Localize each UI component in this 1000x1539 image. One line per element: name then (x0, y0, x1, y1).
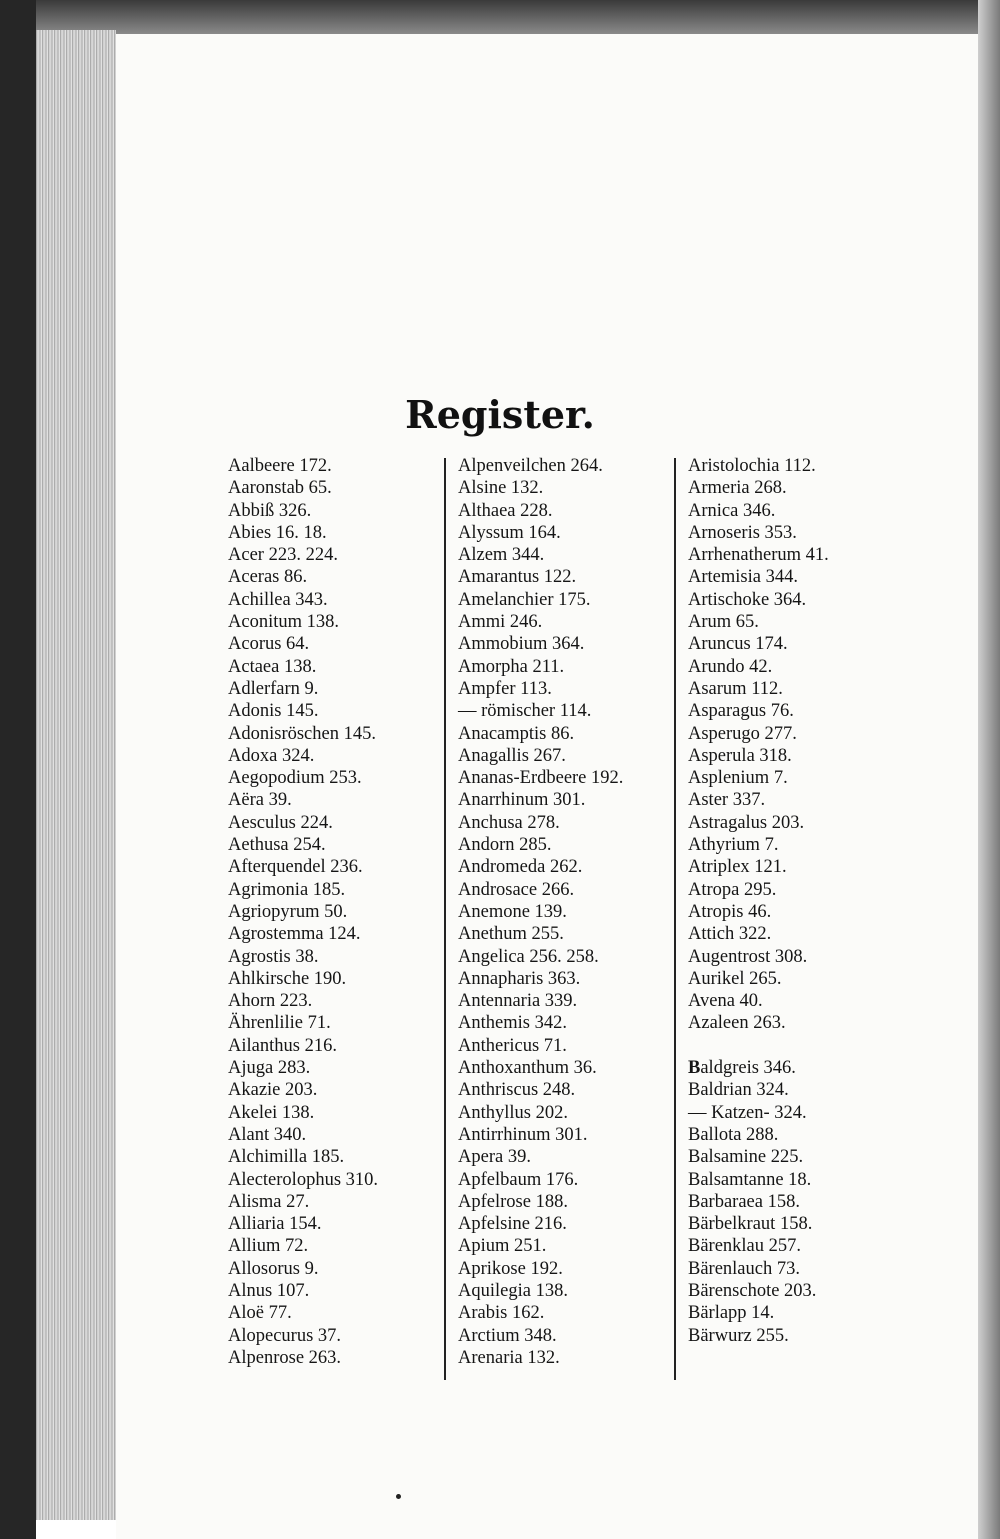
register-entry: Anarrhinum 301. (458, 790, 586, 811)
register-entry: Aloë 77. (228, 1303, 292, 1324)
register-entry: Aconitum 138. (228, 612, 339, 633)
register-entry: Arenaria 132. (458, 1347, 560, 1368)
register-entry: Alnus 107. (228, 1280, 310, 1301)
register-entry: Attich 322. (688, 924, 772, 945)
register-entry: Bärenschote 203. (688, 1280, 817, 1301)
register-entry: Alsine 132. (458, 478, 544, 499)
register-entry: Ajuga 283. (228, 1058, 311, 1079)
register-entry: Aquilegia 138. (458, 1280, 568, 1301)
register-entry: Ballota 288. (688, 1124, 779, 1145)
register-entry: Aceras 86. (228, 567, 308, 588)
register-entry: Ananas-Erdbeere 192. (458, 768, 624, 789)
register-entry: Anthoxanthum 36. (458, 1058, 597, 1079)
register-entry: Akelei 138. (228, 1102, 315, 1123)
register-entry: Alant 340. (228, 1124, 307, 1145)
register-entry: Anacamptis 86. (458, 723, 575, 744)
register-entry: Acorus 64. (228, 634, 310, 655)
register-entry: Alzem 344. (458, 545, 545, 566)
register-entry: Apera 39. (458, 1147, 531, 1168)
register-entry: Apfelrose 188. (458, 1191, 568, 1212)
register-entry: Atriplex 121. (688, 857, 787, 878)
register-entry: Allosorus 9. (228, 1258, 319, 1279)
register-entry: Arrhenatherum 41. (688, 545, 829, 566)
register-entry: Agrimonia 185. (228, 879, 346, 900)
register-entry: Aristolochia 112. (688, 456, 816, 476)
register-entry: Alpenveilchen 264. (458, 456, 603, 476)
register-entry: Ammi 246. (458, 612, 543, 633)
register-entry: Arabis 162. (458, 1303, 545, 1324)
register-entry: Alyssum 164. (458, 522, 561, 543)
register-entry: Alliaria 154. (228, 1214, 322, 1235)
register-entry: Ampfer 113. (458, 678, 552, 699)
register-entry: Agrostemma 124. (228, 924, 361, 945)
register-entry: Alisma 27. (228, 1191, 310, 1212)
register-entry: Akazie 203. (228, 1080, 318, 1101)
register-entry: Athyrium 7. (688, 835, 779, 856)
register-entry: Aëra 39. (228, 790, 292, 811)
register-entry: Alchimilla 185. (228, 1147, 345, 1168)
register-entry: Apium 251. (458, 1236, 547, 1257)
register-entry: Arnoseris 353. (688, 522, 797, 543)
register-entry: Augentrost 308. (688, 946, 808, 967)
register-entry: Asperugo 277. (688, 723, 797, 744)
register-entry: Asparagus 76. (688, 701, 794, 722)
register-entry: Allium 72. (228, 1236, 309, 1257)
register-entry: Aurikel 265. (688, 968, 782, 989)
register-entry: Bärenlauch 73. (688, 1258, 800, 1279)
page-title: Register. (405, 392, 595, 437)
page-right-edge (978, 0, 1000, 1539)
register-entry: Abbiß 326. (228, 500, 312, 521)
register-entry: Artemisia 344. (688, 567, 798, 588)
register-entry: Angelica 256. 258. (458, 946, 599, 967)
register-entry: Baldgreis 346. (688, 1058, 796, 1079)
register-entry: Adoxa 324. (228, 745, 315, 766)
register-column-3 (688, 455, 908, 1347)
register-entry: Actaea 138. (228, 656, 317, 677)
register-entry: Afterquendel 236. (228, 857, 363, 878)
register-entry: Arundo 42. (688, 656, 773, 677)
register-entry: Atropa 295. (688, 879, 777, 900)
register-entry: Alpenrose 263. (228, 1347, 342, 1368)
register-entry: — Katzen- 324. (688, 1102, 807, 1123)
page-mark (396, 1494, 401, 1499)
register-entry: — römischer 114. (458, 701, 592, 722)
register-entry: Anthemis 342. (458, 1013, 567, 1034)
register-entry: Aprikose 192. (458, 1258, 563, 1279)
register-entry: Alopecurus 37. (228, 1325, 342, 1346)
register-entry: Ährenlilie 71. (228, 1013, 331, 1034)
register-entry: Antirrhinum 301. (458, 1124, 588, 1145)
column-divider-1 (444, 458, 446, 1380)
book-spine (0, 0, 36, 1539)
register-entry: Aaronstab 65. (228, 478, 332, 499)
register-entry: Atropis 46. (688, 901, 772, 922)
register-entry: Artischoke 364. (688, 589, 807, 610)
register-entry: Acer 223. 224. (228, 545, 338, 566)
register-entry: Baldrian 324. (688, 1080, 789, 1101)
register-entry: Achillea 343. (228, 589, 328, 610)
register-entry: Aethusa 254. (228, 835, 326, 856)
register-entry: Adonisröschen 145. (228, 723, 376, 744)
register-entry: Anthericus 71. (458, 1035, 567, 1056)
register-entry: Adlerfarn 9. (228, 678, 319, 699)
register-entry: Antennaria 339. (458, 991, 578, 1012)
register-entry: Arum 65. (688, 612, 759, 633)
register-entry: Anchusa 278. (458, 812, 560, 833)
register-entry: Anethum 255. (458, 924, 564, 945)
register-entry: Abies 16. 18. (228, 522, 327, 543)
register-entry: Ahorn 223. (228, 991, 313, 1012)
register-entry: Arctium 348. (458, 1325, 557, 1346)
register-entry: Anthriscus 248. (458, 1080, 576, 1101)
register-entry: Bärwurz 255. (688, 1325, 789, 1346)
register-entry: Bärlapp 14. (688, 1303, 775, 1324)
register-entry: Anthyllus 202. (458, 1102, 568, 1123)
register-entry: Barbaraea 158. (688, 1191, 800, 1212)
register-entry: Asperula 318. (688, 745, 792, 766)
section-gap (688, 1035, 908, 1057)
register-entry: Alecterolophus 310. (228, 1169, 379, 1190)
register-entry: Apfelbaum 176. (458, 1169, 579, 1190)
register-entry: Arnica 346. (688, 500, 776, 521)
register-entry: Ammobium 364. (458, 634, 585, 655)
register-entry: Balsamine 225. (688, 1147, 804, 1168)
register-entry: Amorpha 211. (458, 656, 565, 677)
register-entry: Apfelsine 216. (458, 1214, 567, 1235)
register-entry: Ahlkirsche 190. (228, 968, 347, 989)
register-column-2 (458, 455, 680, 1369)
page-edges (36, 30, 116, 1520)
register-entry: Agriopyrum 50. (228, 901, 348, 922)
page-top-shadow (36, 0, 1000, 34)
register-entry: Avena 40. (688, 991, 763, 1012)
register-entry: Ailanthus 216. (228, 1035, 337, 1056)
register-entry: Bärenklau 257. (688, 1236, 802, 1257)
register-entry: Astragalus 203. (688, 812, 805, 833)
register-entry: Aalbeere 172. (228, 456, 332, 476)
column-divider-2 (674, 458, 676, 1380)
section-initial: B (688, 1058, 701, 1079)
register-entry: Amarantus 122. (458, 567, 577, 588)
register-entry: Aesculus 224. (228, 812, 333, 833)
register-entry: Azaleen 263. (688, 1013, 786, 1034)
register-entry: Androsace 266. (458, 879, 575, 900)
register-entry: Annapharis 363. (458, 968, 581, 989)
register-entry: Aruncus 174. (688, 634, 788, 655)
register-entry: Asplenium 7. (688, 768, 788, 789)
register-entry: Aster 337. (688, 790, 766, 811)
register-entry: Adonis 145. (228, 701, 319, 722)
register-entry: Armeria 268. (688, 478, 787, 499)
register-entry: Bärbelkraut 158. (688, 1214, 813, 1235)
register-entry: Balsamtanne 18. (688, 1169, 812, 1190)
register-entry: Asarum 112. (688, 678, 783, 699)
register-column-1 (228, 455, 440, 1369)
register-entry: Althaea 228. (458, 500, 553, 521)
register-entry: Aegopodium 253. (228, 768, 362, 789)
register-entry: Andorn 285. (458, 835, 552, 856)
register-entry: Anemone 139. (458, 901, 567, 922)
register-entry: Anagallis 267. (458, 745, 566, 766)
register-entry: Andromeda 262. (458, 857, 583, 878)
register-entry: Amelanchier 175. (458, 589, 591, 610)
register-entry: Agrostis 38. (228, 946, 319, 967)
